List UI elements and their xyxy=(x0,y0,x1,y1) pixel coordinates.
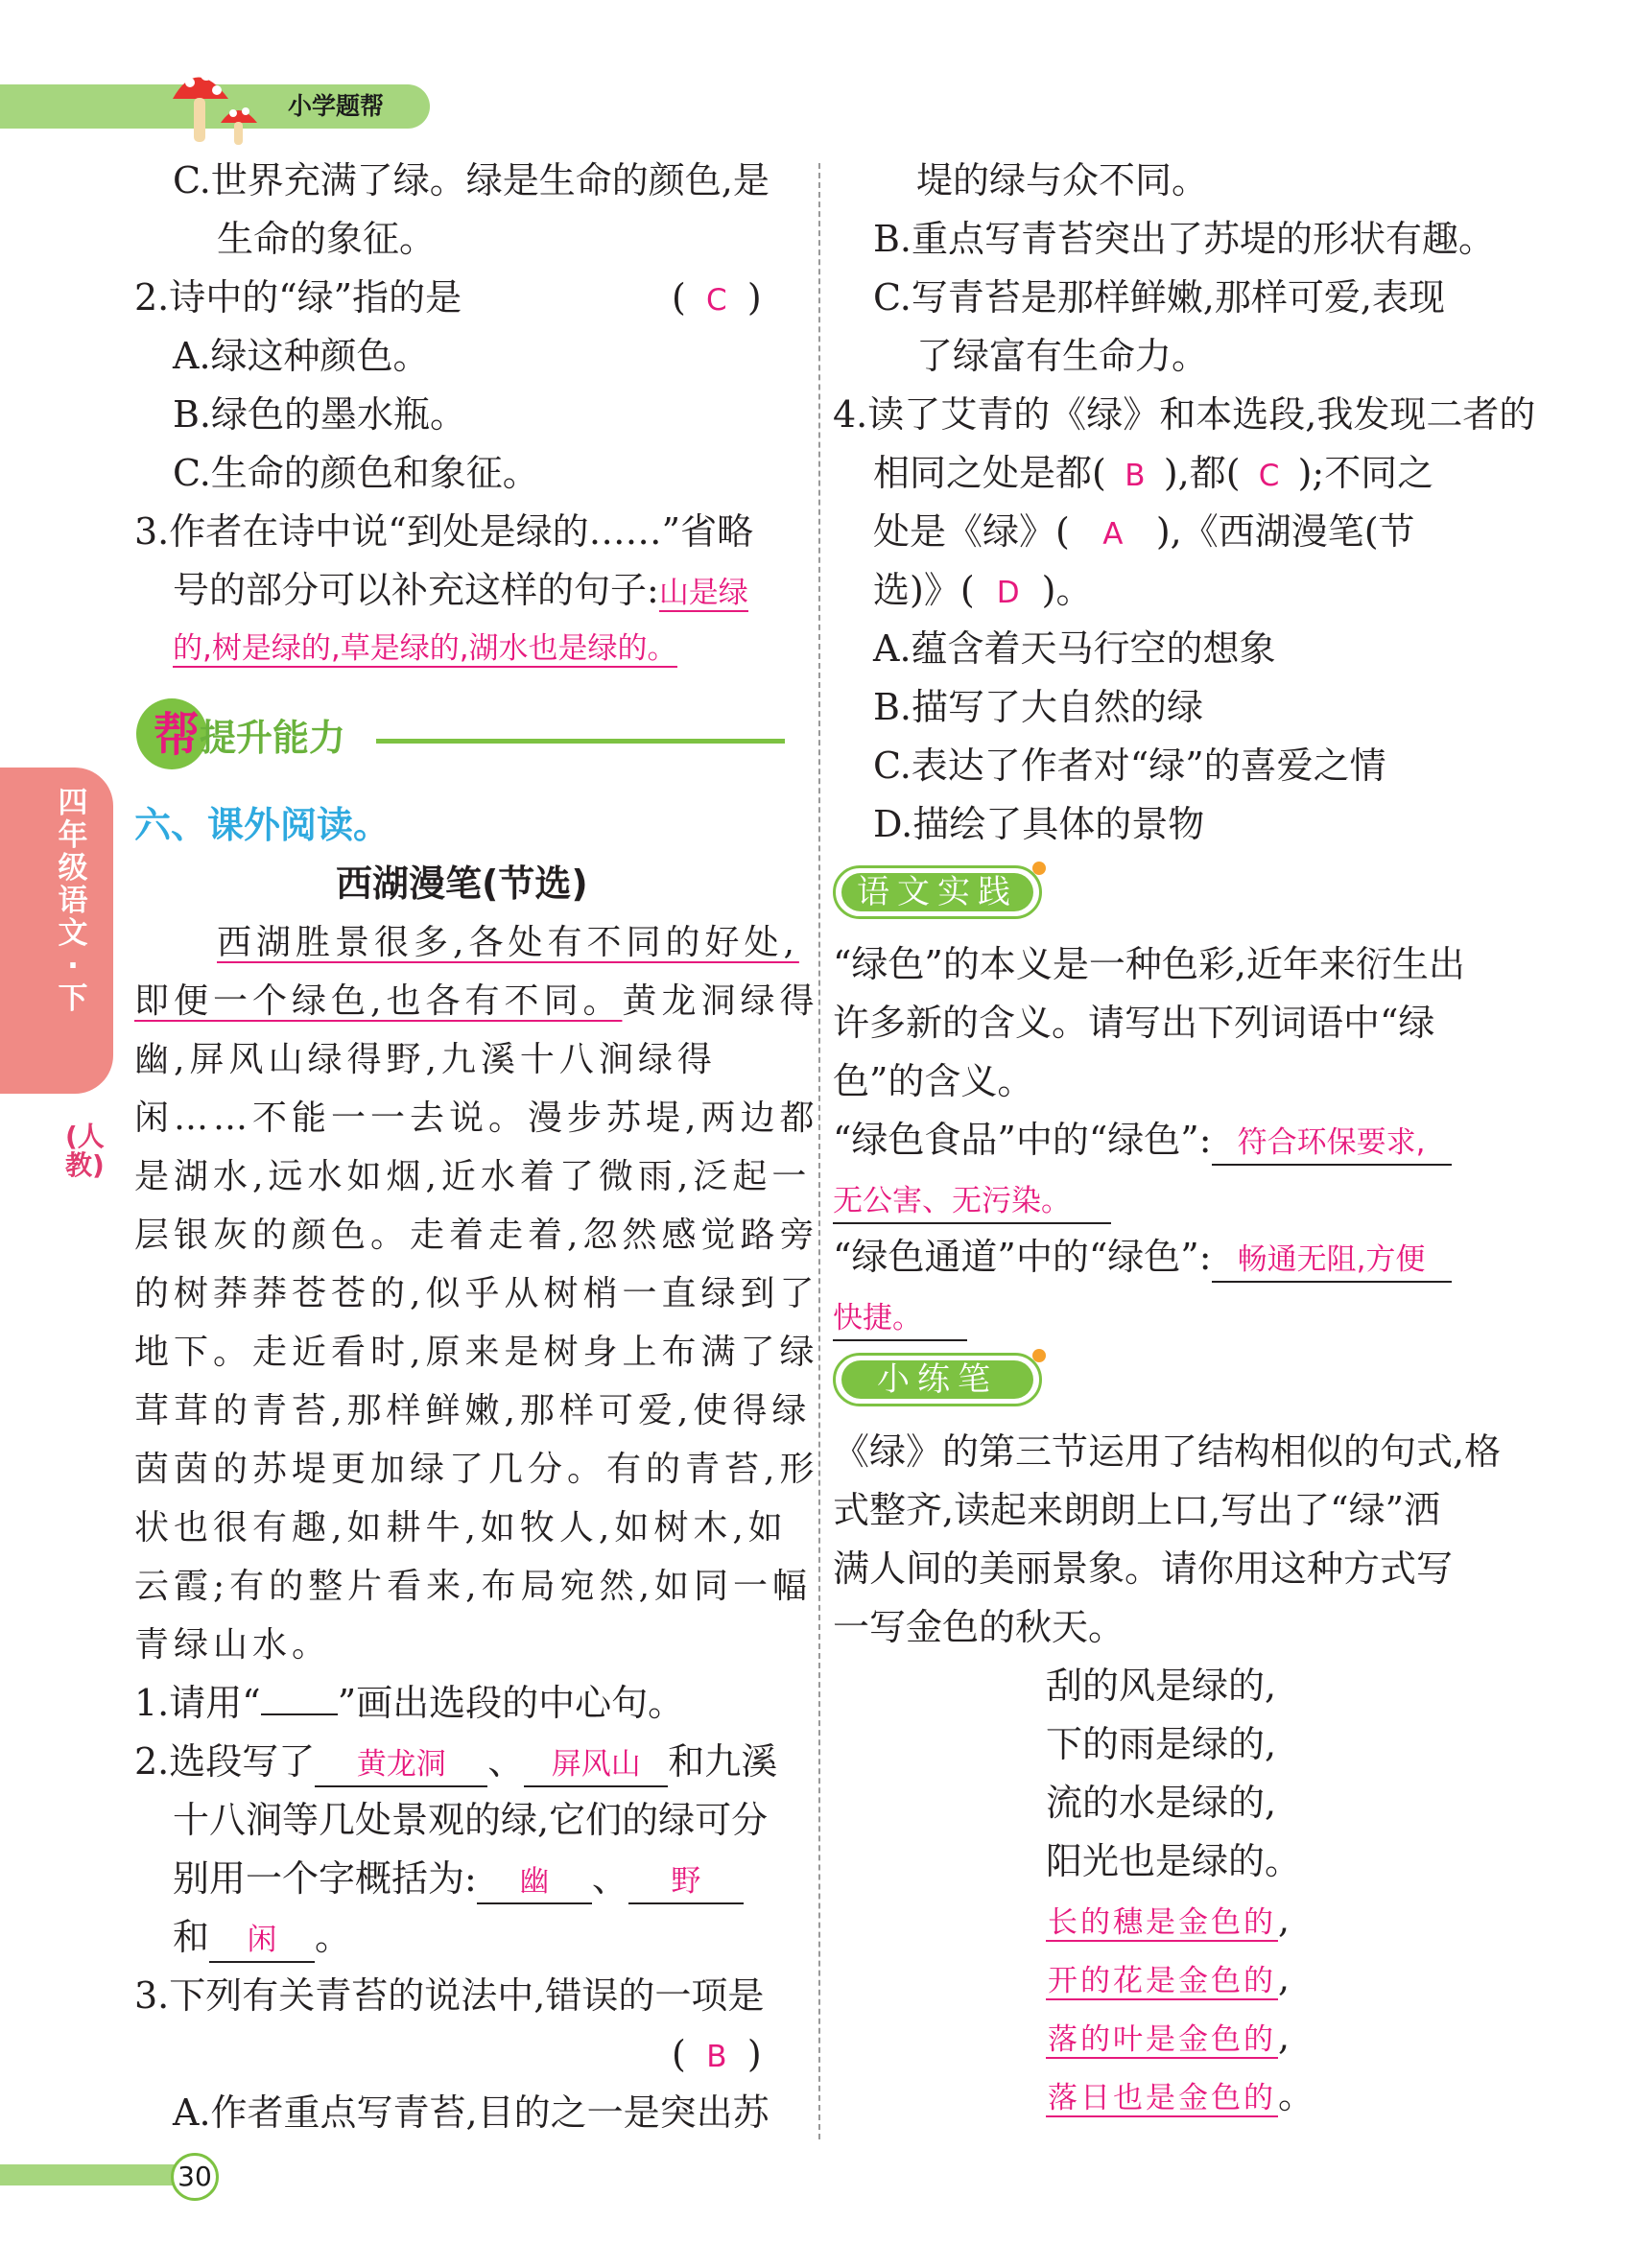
p4-line2: 相同之处是都( B ),都( C );不同之 xyxy=(873,444,1433,506)
p1-stem: 1.请用“ ”画出选段的中心句。 xyxy=(134,1682,685,1724)
passage-line-7: 的树莽莽苍苍的,似乎从树梢一直绿到了 xyxy=(134,1274,819,1313)
passage-line-1: 西湖胜景很多,各处有不同的好处, xyxy=(217,923,799,962)
passage-line-2: 即便一个绿色,也各有不同。黄龙洞绿得 xyxy=(134,981,819,1021)
q2-option-c: C.生命的颜色和象征。 xyxy=(173,452,539,494)
q2-answer-paren: ( C ) xyxy=(672,269,762,330)
p4-answer-1: B xyxy=(1125,459,1146,493)
p2-answer-4: 野 xyxy=(671,1864,701,1899)
p2-answer-2: 屏风山 xyxy=(551,1747,641,1782)
p2-stem-line1: 2.选段写了 黄龙洞 、 屏风山 和九溪 xyxy=(134,1733,777,1791)
passage-line-4: 闲……不能一一去说。漫步苏堤,两边都 xyxy=(134,1099,819,1138)
passage-line-13: 青绿山水。 xyxy=(134,1625,332,1665)
mushroom-logo xyxy=(154,56,278,152)
p4-answer-4: D xyxy=(996,576,1020,610)
p3-answer-paren: ( B ) xyxy=(672,2025,762,2087)
passage-line-11: 状也很有趣,如耕牛,如牧人,如树木,如 xyxy=(134,1508,788,1547)
poem-answer-4: 落日也是金色的。 xyxy=(1048,2074,1315,2116)
writing-line3: 满人间的美丽景象。请你用这种方式写 xyxy=(833,1547,1454,1590)
q3-stem: 3.作者在诗中说“到处是绿的……”省略 xyxy=(134,510,754,553)
q2-answer: C xyxy=(706,283,727,318)
practice-line3: 色”的含义。 xyxy=(833,1060,1034,1102)
p4-option-d: D.描绘了具体的景物 xyxy=(873,803,1205,845)
q2-option-b: B.绿色的墨水瓶。 xyxy=(173,393,467,436)
p3-option-a-cont: 堤的绿与众不同。 xyxy=(916,159,1209,201)
writing-line2: 式整齐,读起来朗朗上口,写出了“绿”洒 xyxy=(833,1489,1441,1531)
header-title: 小学题帮 xyxy=(288,92,385,120)
side-tab-grade: 四年级语文·下 xyxy=(58,786,88,1016)
footer-bar xyxy=(0,2164,192,2185)
passage-line-10: 茵茵的苏堤更加绿了几分。有的青苔,形 xyxy=(134,1450,819,1489)
q3-stem-cont: 号的部分可以补充这样的句子:山是绿 xyxy=(173,569,748,611)
p4-option-a: A.蕴含着天马行空的想象 xyxy=(873,627,1276,670)
passage-line-5: 是湖水,远水如烟,近水着了微雨,泛起一 xyxy=(134,1157,812,1196)
q2-option-a: A.绿这种颜色。 xyxy=(173,335,430,377)
p4-option-b: B.描写了大自然的绿 xyxy=(873,686,1204,728)
ability-divider xyxy=(376,739,785,744)
p4-line1: 4.读了艾青的《绿》和本选段,我发现二者的 xyxy=(833,393,1536,436)
food-answer-2: 无公害、无污染。 xyxy=(833,1184,1071,1218)
reading-heading: 六、课外阅读。 xyxy=(134,804,391,846)
channel-answer-1: 畅通无阻,方便 xyxy=(1237,1242,1426,1277)
practice-label: 语文实践 xyxy=(833,865,1042,919)
practice-dot-icon xyxy=(1032,862,1046,875)
poem-answer-1: 长的穗是金色的, xyxy=(1048,1899,1291,1941)
poem-answer-2: 开的花是金色的, xyxy=(1048,1957,1291,1999)
channel-answer-2: 快捷。 xyxy=(833,1301,922,1335)
writing-dot-icon xyxy=(1032,1349,1046,1362)
food-line: “绿色食品”中的“绿色”: 符合环保要求, xyxy=(833,1111,1452,1169)
q3-answer-part1: 山是绿 xyxy=(658,576,748,610)
q1-option-c: C.世界充满了绿。绿是生命的颜色,是 xyxy=(173,159,770,201)
p4-line3: 处是《绿》( A ),《西湖漫笔(节 xyxy=(873,503,1415,564)
passage-line-6: 层银灰的颜色。走着走着,忽然感觉路旁 xyxy=(134,1216,819,1255)
p4-line4: 选)》( D )。 xyxy=(873,561,1092,623)
p2-answer-5: 闲 xyxy=(247,1923,277,1957)
passage-line-9: 茸茸的青苔,那样鲜嫩,那样可爱,使得绿 xyxy=(134,1391,812,1430)
poem-line-4: 阳光也是绿的。 xyxy=(1046,1840,1302,1882)
passage-line-8: 地下。走近看时,原来是树身上布满了绿 xyxy=(134,1333,819,1372)
poem-line-1: 刮的风是绿的, xyxy=(1046,1665,1277,1707)
p3-option-a: A.作者重点写青苔,目的之一是突出苏 xyxy=(173,2091,770,2134)
passage-title: 西湖漫笔(节选) xyxy=(336,862,588,905)
writing-label: 小练笔 xyxy=(833,1353,1042,1406)
food-line-cont xyxy=(833,1169,1111,1228)
p3-option-c: C.写青苔是那样鲜嫩,那样可爱,表现 xyxy=(873,276,1445,319)
column-divider xyxy=(818,163,820,2139)
side-tab-edition: (人教) xyxy=(65,1121,105,1181)
p3-option-c-cont: 了绿富有生命力。 xyxy=(916,335,1209,377)
channel-line-cont xyxy=(833,1287,967,1345)
q3-answer-part2: 的,树是绿的,草是绿的,湖水也是绿的。 xyxy=(173,631,677,666)
p3-option-b: B.重点写青苔突出了苏堤的形状有趣。 xyxy=(873,218,1496,260)
p3-stem: 3.下列有关青苔的说法中,错误的一项是 xyxy=(134,1974,765,2017)
p2-stem-line2: 十八涧等几处景观的绿,它们的绿可分 xyxy=(173,1799,769,1841)
writing-line1: 《绿》的第三节运用了结构相似的句式,格 xyxy=(833,1430,1502,1473)
p2-answer-1: 黄龙洞 xyxy=(356,1747,446,1782)
practice-line1: “绿色”的本义是一种色彩,近年来衍生出 xyxy=(833,943,1465,985)
p2-stem-line3: 别用一个字概括为: 幽 、 野 xyxy=(173,1850,744,1908)
practice-line2: 许多新的含义。请写出下列词语中“绿 xyxy=(833,1002,1435,1044)
passage-line-3: 幽,屏风山绿得野,九溪十八涧绿得 xyxy=(134,1040,717,1079)
poem-answer-3: 落的叶是金色的, xyxy=(1048,2016,1291,2058)
passage-line-12: 云霞;有的整片看来,布局宛然,如同一幅 xyxy=(134,1567,813,1606)
p4-option-c: C.表达了作者对“绿”的喜爱之情 xyxy=(873,744,1386,787)
ability-section-title: 帮提升能力 xyxy=(154,708,346,762)
p2-stem-line4: 和 闲 。 xyxy=(173,1908,351,1967)
poem-line-2: 下的雨是绿的, xyxy=(1046,1723,1277,1765)
channel-line: “绿色通道”中的“绿色”: 畅通无阻,方便 xyxy=(833,1228,1452,1287)
poem-line-3: 流的水是绿的, xyxy=(1046,1782,1277,1824)
writing-line4: 一写金色的秋天。 xyxy=(833,1606,1125,1648)
p3-answer: B xyxy=(706,2040,727,2074)
p2-answer-3: 幽 xyxy=(519,1864,550,1899)
q2-stem: 2.诗中的“绿”指的是 xyxy=(134,276,462,319)
p4-answer-2: C xyxy=(1258,459,1280,493)
page-number: 30 xyxy=(171,2153,219,2201)
p4-answer-3: A xyxy=(1102,517,1124,552)
food-answer-1: 符合环保要求, xyxy=(1237,1125,1426,1160)
q1-option-c-cont: 生命的象征。 xyxy=(217,218,437,260)
